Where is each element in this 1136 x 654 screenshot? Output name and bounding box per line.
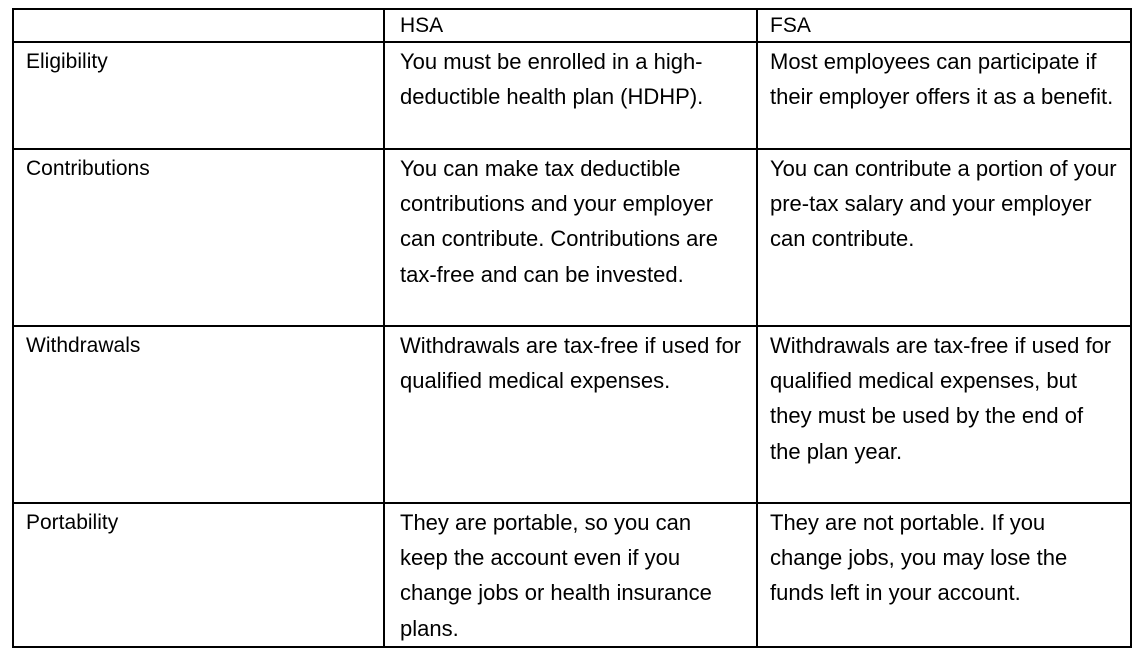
- table-header-row: [13, 9, 1131, 42]
- hsa-portability-cell: They are portable, so you can keep the account even if you change jobs or health insurance plans.: [384, 503, 757, 647]
- hsa-withdrawals-cell: Withdrawals are tax-free if used for qualified medical expenses.: [384, 326, 757, 503]
- fsa-contributions-cell: You can contribute a portion of your pre-tax salary and your employer can contribute.: [757, 149, 1131, 326]
- row-label-contributions: Contributions: [13, 149, 384, 326]
- table-row: [13, 326, 1131, 503]
- fsa-withdrawals-cell: Withdrawals are tax-free if used for qualified medical expenses, but they must be used by the end of the plan year.: [757, 326, 1131, 503]
- row-label-portability: Portability: [13, 503, 384, 647]
- table-row: [13, 149, 1131, 326]
- header-cell-hsa: HSA: [384, 9, 757, 42]
- row-label-eligibility: Eligibility: [13, 42, 384, 149]
- hsa-fsa-comparison-table: [12, 8, 1132, 648]
- hsa-contributions-cell: You can make tax deductible contributions and your employer can contribute. Contributions are tax-free and can be invested.: [384, 149, 757, 326]
- header-cell-empty: [13, 9, 384, 42]
- header-cell-fsa: FSA: [757, 9, 1131, 42]
- fsa-portability-cell: They are not portable. If you change jobs, you may lose the funds left in your account.: [757, 503, 1131, 647]
- fsa-eligibility-cell: Most employees can participate if their employer offers it as a benefit.: [757, 42, 1131, 149]
- row-label-withdrawals: Withdrawals: [13, 326, 384, 503]
- table-row: [13, 503, 1131, 647]
- table-row: [13, 42, 1131, 149]
- hsa-eligibility-cell: You must be enrolled in a high-deductible health plan (HDHP).: [384, 42, 757, 149]
